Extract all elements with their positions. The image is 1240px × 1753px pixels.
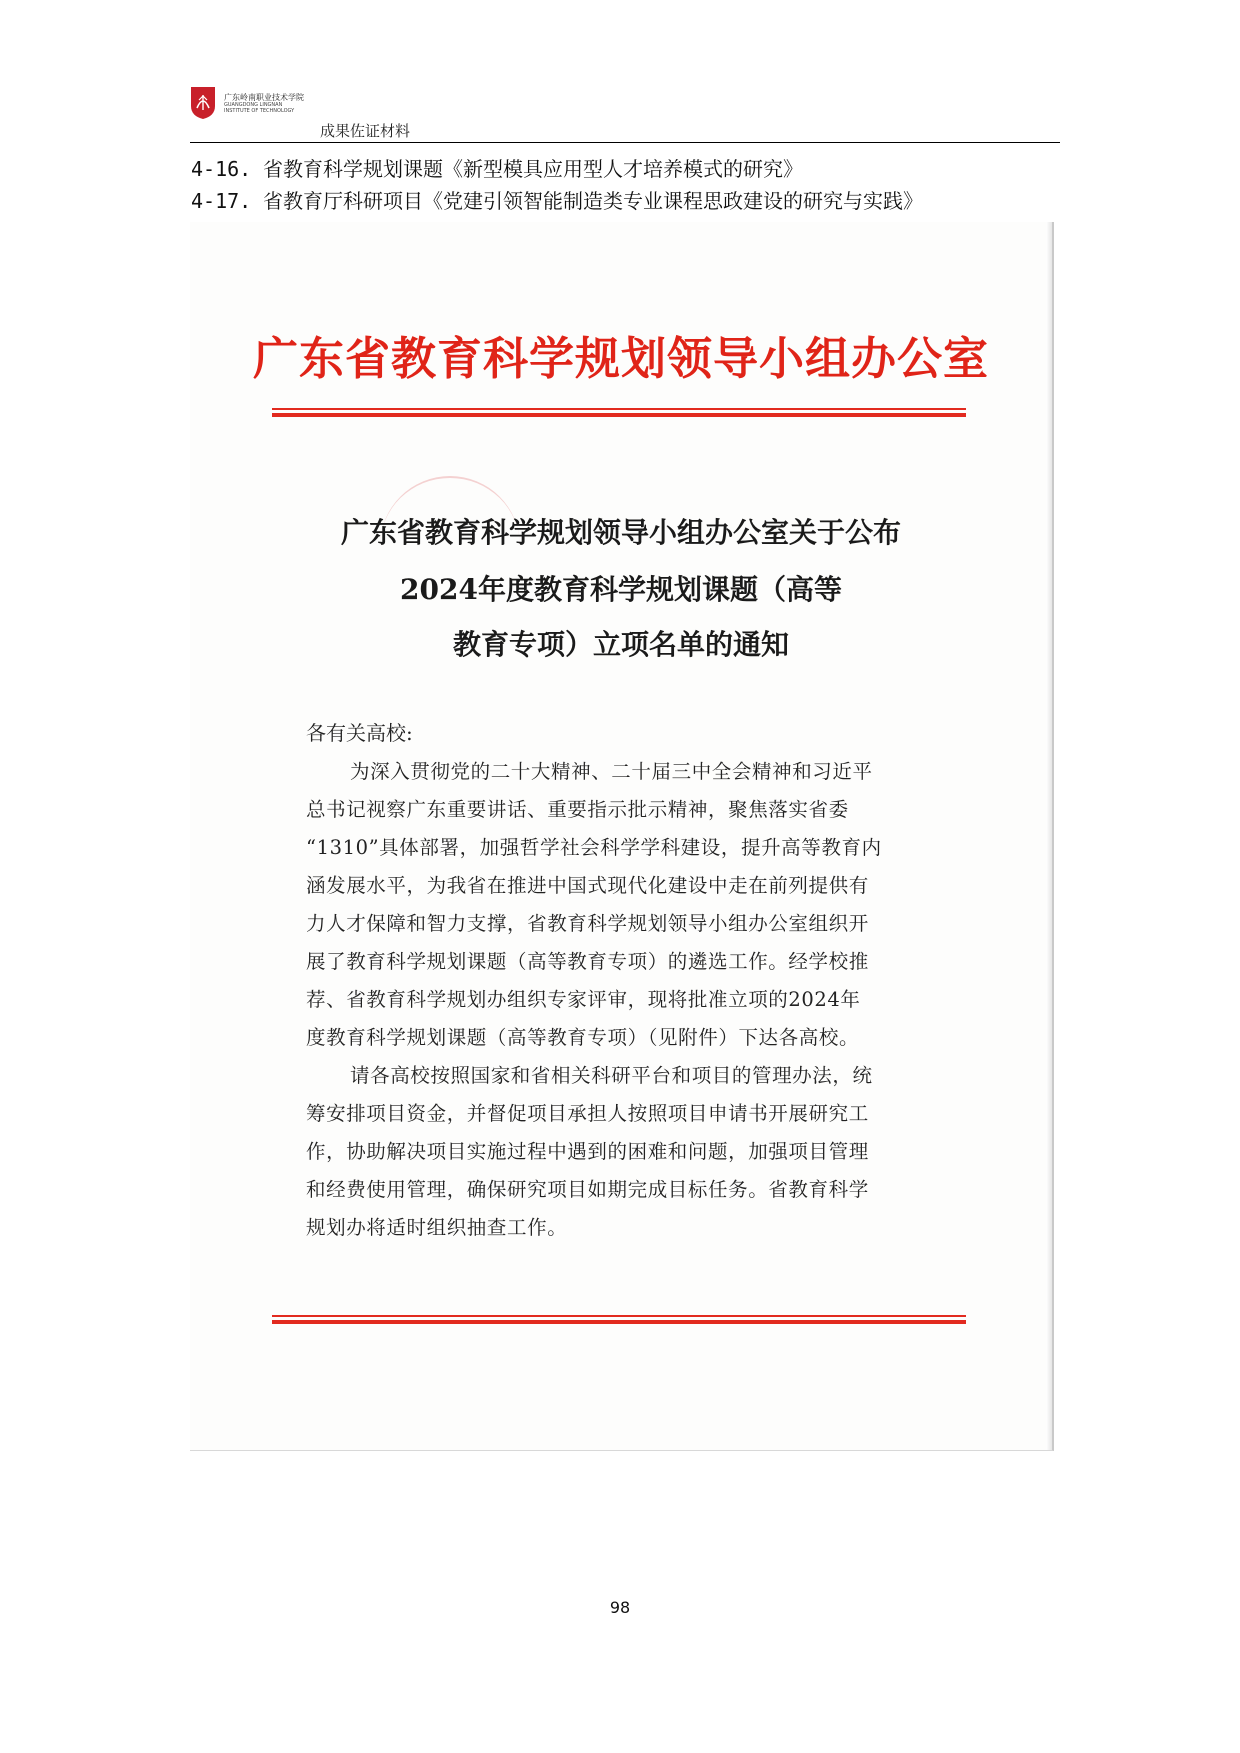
salutation: 各有关高校: [306, 721, 413, 745]
letterhead-title: 广东省教育科学规划领导小组办公室 [252, 332, 989, 385]
paragraph2-line: 筹安排项目资金，并督促项目承担人按照项目申请书开展研究工 [306, 1102, 869, 1125]
notice-title-line1: 广东省教育科学规划领导小组办公室关于公布 [340, 516, 901, 549]
paragraph1-line: 力人才保障和智力支撑，省教育科学规划领导小组办公室组织开 [306, 912, 869, 935]
paragraph2-line: 规划办将适时组织抽查工作。 [306, 1216, 568, 1239]
notice-title-line3: 教育专项）立项名单的通知 [452, 628, 789, 661]
school-name-en-line1: GUANGDONG LINGNAN [224, 102, 283, 108]
letterhead-rule-bottom [272, 413, 966, 417]
school-emblem-icon [190, 86, 216, 120]
paragraph1-line: “1310”具体部署，加强哲学社会科学学科建设，提升高等教育内 [306, 836, 882, 859]
footer-rule-bottom [272, 1320, 966, 1324]
paragraph1-line: 涵发展水平，为我省在推进中国式现代化建设中走在前列提供有 [306, 874, 869, 897]
letterhead-rule-top [272, 408, 966, 410]
caption-text: 省教育科学规划课题《新型模具应用型人才培养模式的研究》 [263, 157, 803, 181]
school-logo [190, 86, 304, 120]
paragraph2-line: 和经费使用管理，确保研究项目如期完成目标任务。省教育科学 [306, 1178, 869, 1201]
caption-4-16 [191, 153, 803, 182]
paragraph1-line: 度教育科学规划课题（高等教育专项）（见附件）下达各高校。 [306, 1026, 860, 1049]
header-divider [190, 142, 1060, 143]
section-title: 成果佐证材料 [320, 122, 411, 140]
school-name-cn: 广东岭南职业技术学院 [224, 93, 304, 102]
scanned-notice-document [190, 222, 1054, 1451]
footer-rule-top [272, 1315, 966, 1317]
paragraph1-line: 展了教育科学规划课题（高等教育专项）的遴选工作。经学校推 [306, 950, 869, 973]
paragraph2-line: 请各高校按照国家和省相关科研平台和项目的管理办法，统 [350, 1064, 873, 1087]
caption-number: 4-16. [191, 157, 252, 181]
caption-text: 省教育厅科研项目《党建引领智能制造类专业课程思政建设的研究与实践》 [263, 189, 923, 213]
paragraph1-line: 为深入贯彻党的二十大精神、二十届三中全会精神和习近平 [350, 760, 873, 783]
caption-4-17 [191, 185, 923, 214]
paragraph2-line: 作，协助解决项目实施过程中遇到的困难和问题，加强项目管理 [306, 1140, 869, 1163]
paragraph1-line: 总书记视察广东重要讲话、重要指示批示精神，聚焦落实省委 [306, 798, 849, 821]
scan-edge-shadow [1046, 222, 1052, 1450]
paragraph1-line: 荐、省教育科学规划办组织专家评审，现将批准立项的2024年 [306, 988, 861, 1011]
notice-title-line2: 2024年度教育科学规划课题（高等 [400, 573, 842, 606]
page-header [190, 86, 1060, 146]
caption-number: 4-17. [191, 189, 252, 213]
page-number: 98 [609, 1598, 631, 1617]
school-name-en-line2: INSTITUTE OF TECHNOLOGY [224, 108, 295, 114]
